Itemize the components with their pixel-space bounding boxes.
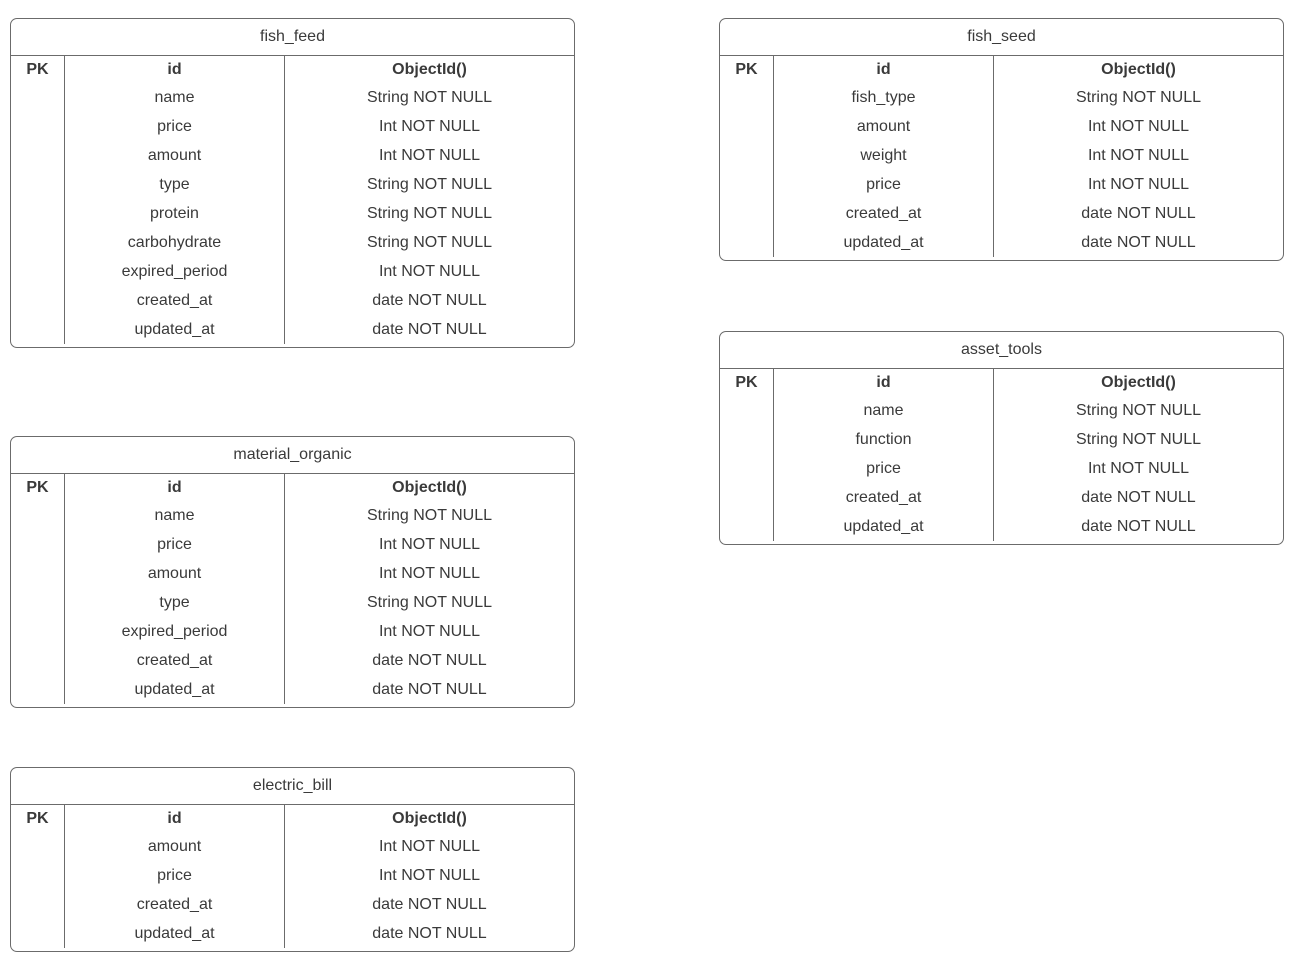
field-type-cell: Int NOT NULL xyxy=(378,536,481,553)
key-cell xyxy=(720,83,774,112)
key-cell xyxy=(720,170,774,199)
key-cell xyxy=(11,141,65,170)
field-row xyxy=(720,228,1283,257)
field-type-cell: date NOT NULL xyxy=(1081,489,1196,506)
field-name-cell: updated_at xyxy=(65,919,285,948)
field-name-cell: expired_period xyxy=(65,257,285,286)
field-name-cell: created_at xyxy=(65,286,285,315)
field-row xyxy=(720,199,1283,228)
field-name-cell: amount xyxy=(774,112,994,141)
field-type-cell: String NOT NULL xyxy=(366,234,493,251)
field-name-cell: name xyxy=(774,396,994,425)
field-row xyxy=(11,832,574,861)
field-name-cell: updated_at xyxy=(774,512,994,541)
field-name-cell: price xyxy=(65,861,285,890)
primary-key-row xyxy=(720,56,1283,83)
field-name-cell: updated_at xyxy=(774,228,994,257)
field-type-cell: date NOT NULL xyxy=(1081,205,1196,222)
field-name-cell: created_at xyxy=(774,483,994,512)
field-name-cell: created_at xyxy=(774,199,994,228)
field-name-cell: price xyxy=(774,454,994,483)
field-row xyxy=(11,83,574,112)
field-name-cell: amount xyxy=(65,559,285,588)
key-cell xyxy=(11,83,65,112)
entity-fields xyxy=(11,56,574,347)
key-cell xyxy=(11,832,65,861)
entity-title: material_organic xyxy=(11,437,574,474)
field-type-cell: Int NOT NULL xyxy=(1087,118,1190,135)
field-name-cell: type xyxy=(65,170,285,199)
key-cell xyxy=(11,501,65,530)
key-cell xyxy=(11,559,65,588)
key-cell xyxy=(11,286,65,315)
primary-key-row xyxy=(11,56,574,83)
field-row xyxy=(11,646,574,675)
field-type-cell: String NOT NULL xyxy=(1075,402,1202,419)
key-cell xyxy=(11,675,65,704)
field-type-cell: ObjectId() xyxy=(1101,374,1176,391)
key-cell xyxy=(11,890,65,919)
field-row xyxy=(11,228,574,257)
field-row xyxy=(11,530,574,559)
field-row xyxy=(720,141,1283,170)
field-row xyxy=(720,112,1283,141)
field-type-cell: Int NOT NULL xyxy=(1087,176,1190,193)
field-name-cell: updated_at xyxy=(65,675,285,704)
field-name-cell: id xyxy=(774,56,994,83)
entity-fish-feed xyxy=(10,18,575,348)
field-row xyxy=(720,454,1283,483)
field-type-cell: Int NOT NULL xyxy=(378,118,481,135)
key-cell xyxy=(11,315,65,344)
field-row xyxy=(11,199,574,228)
key-cell xyxy=(11,170,65,199)
field-name-cell: amount xyxy=(65,141,285,170)
key-cell xyxy=(11,228,65,257)
entity-electric-bill xyxy=(10,767,575,952)
field-type-cell: Int NOT NULL xyxy=(378,867,481,884)
field-type-cell: date NOT NULL xyxy=(372,292,487,309)
field-row xyxy=(11,861,574,890)
entity-title: fish_feed xyxy=(11,19,574,56)
field-row xyxy=(11,112,574,141)
entity-fields xyxy=(720,56,1283,260)
entity-title: fish_seed xyxy=(720,19,1283,56)
field-type-cell: ObjectId() xyxy=(1101,61,1176,78)
field-row xyxy=(720,512,1283,541)
key-cell xyxy=(720,483,774,512)
entity-asset-tools xyxy=(719,331,1284,545)
entity-fields xyxy=(720,369,1283,544)
field-name-cell: id xyxy=(65,474,285,501)
field-type-cell: String NOT NULL xyxy=(366,205,493,222)
field-row xyxy=(720,83,1283,112)
field-row xyxy=(11,675,574,704)
field-type-cell: String NOT NULL xyxy=(366,594,493,611)
key-cell xyxy=(11,257,65,286)
key-cell: PK xyxy=(11,805,65,832)
field-row xyxy=(11,617,574,646)
key-cell xyxy=(11,617,65,646)
key-cell: PK xyxy=(720,56,774,83)
key-cell xyxy=(720,141,774,170)
field-type-cell: Int NOT NULL xyxy=(1087,147,1190,164)
key-cell xyxy=(11,861,65,890)
field-name-cell: price xyxy=(65,112,285,141)
field-type-cell: date NOT NULL xyxy=(372,896,487,913)
field-name-cell: fish_type xyxy=(774,83,994,112)
field-row xyxy=(11,170,574,199)
key-cell xyxy=(11,646,65,675)
field-type-cell: String NOT NULL xyxy=(366,507,493,524)
field-type-cell: Int NOT NULL xyxy=(378,838,481,855)
field-type-cell: date NOT NULL xyxy=(1081,518,1196,535)
key-cell: PK xyxy=(720,369,774,396)
entity-title: asset_tools xyxy=(720,332,1283,369)
field-row xyxy=(11,315,574,344)
key-cell xyxy=(11,530,65,559)
field-type-cell: ObjectId() xyxy=(392,479,467,496)
field-row xyxy=(11,559,574,588)
field-row xyxy=(11,141,574,170)
field-type-cell: String NOT NULL xyxy=(366,89,493,106)
key-cell: PK xyxy=(11,56,65,83)
field-type-cell: String NOT NULL xyxy=(366,176,493,193)
field-row xyxy=(720,170,1283,199)
field-name-cell: expired_period xyxy=(65,617,285,646)
field-name-cell: id xyxy=(65,56,285,83)
field-type-cell: date NOT NULL xyxy=(372,925,487,942)
key-cell xyxy=(720,512,774,541)
entity-title: electric_bill xyxy=(11,768,574,805)
field-row xyxy=(11,588,574,617)
field-type-cell: Int NOT NULL xyxy=(378,263,481,280)
primary-key-row xyxy=(11,474,574,501)
field-type-cell: date NOT NULL xyxy=(372,321,487,338)
field-name-cell: type xyxy=(65,588,285,617)
field-name-cell: weight xyxy=(774,141,994,170)
field-name-cell: protein xyxy=(65,199,285,228)
field-name-cell: created_at xyxy=(65,890,285,919)
key-cell xyxy=(720,112,774,141)
key-cell xyxy=(11,112,65,141)
field-row xyxy=(720,396,1283,425)
field-name-cell: price xyxy=(774,170,994,199)
field-type-cell: Int NOT NULL xyxy=(378,565,481,582)
field-row xyxy=(11,286,574,315)
primary-key-row xyxy=(720,369,1283,396)
field-row xyxy=(11,501,574,530)
field-type-cell: ObjectId() xyxy=(392,810,467,827)
field-type-cell: String NOT NULL xyxy=(1075,89,1202,106)
primary-key-row xyxy=(11,805,574,832)
entity-fields xyxy=(11,805,574,951)
field-row xyxy=(720,483,1283,512)
entity-material-organic xyxy=(10,436,575,708)
field-row xyxy=(11,257,574,286)
field-name-cell: carbohydrate xyxy=(65,228,285,257)
field-name-cell: price xyxy=(65,530,285,559)
field-type-cell: String NOT NULL xyxy=(1075,431,1202,448)
key-cell xyxy=(11,919,65,948)
field-name-cell: amount xyxy=(65,832,285,861)
field-type-cell: date NOT NULL xyxy=(1081,234,1196,251)
field-row xyxy=(11,919,574,948)
field-type-cell: Int NOT NULL xyxy=(378,147,481,164)
key-cell xyxy=(720,199,774,228)
field-name-cell: name xyxy=(65,83,285,112)
field-row xyxy=(11,890,574,919)
field-type-cell: ObjectId() xyxy=(392,61,467,78)
entity-fish-seed xyxy=(719,18,1284,261)
field-name-cell: created_at xyxy=(65,646,285,675)
key-cell xyxy=(720,425,774,454)
field-name-cell: name xyxy=(65,501,285,530)
field-type-cell: Int NOT NULL xyxy=(378,623,481,640)
field-name-cell: id xyxy=(65,805,285,832)
key-cell xyxy=(11,199,65,228)
field-row xyxy=(720,425,1283,454)
field-type-cell: date NOT NULL xyxy=(372,652,487,669)
key-cell xyxy=(720,228,774,257)
key-cell xyxy=(720,396,774,425)
key-cell xyxy=(11,588,65,617)
field-type-cell: Int NOT NULL xyxy=(1087,460,1190,477)
field-name-cell: id xyxy=(774,369,994,396)
key-cell xyxy=(720,454,774,483)
field-type-cell: date NOT NULL xyxy=(372,681,487,698)
entity-fields xyxy=(11,474,574,707)
field-name-cell: updated_at xyxy=(65,315,285,344)
field-name-cell: function xyxy=(774,425,994,454)
key-cell: PK xyxy=(11,474,65,501)
